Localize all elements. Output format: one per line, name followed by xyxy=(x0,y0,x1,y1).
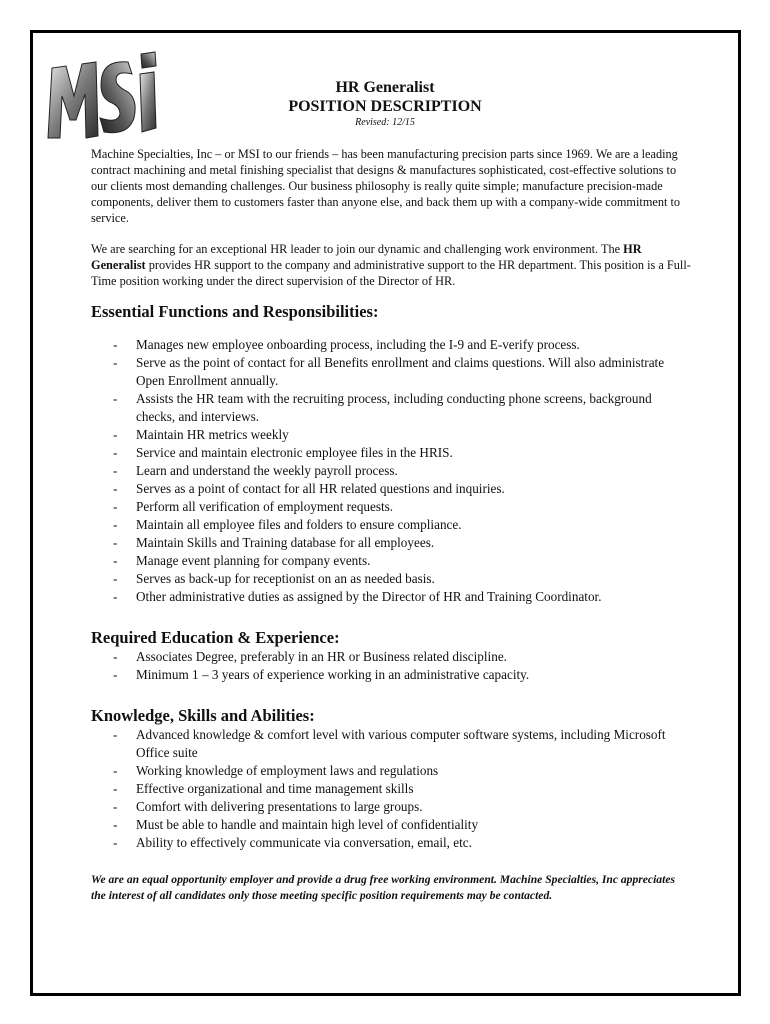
list-item xyxy=(91,390,691,426)
bullet-dash: - xyxy=(113,481,118,496)
list-item xyxy=(91,426,691,444)
list-item xyxy=(91,354,691,390)
revised-date: Revised: 12/15 xyxy=(355,117,415,128)
bullet-dash: - xyxy=(113,589,118,604)
list-item xyxy=(91,816,691,834)
bullet-dash: - xyxy=(113,355,118,370)
list-item-text: Working knowledge of employment laws and regulations xyxy=(136,763,439,778)
bullet-dash: - xyxy=(113,337,118,352)
bullet-dash: - xyxy=(113,499,118,514)
bullet-dash: - xyxy=(113,781,118,796)
list-item xyxy=(91,498,691,516)
summary-role-name: HR Generalist xyxy=(91,242,642,272)
summary-text-start: We are searching for an exceptional HR leader to join our dynamic and challenging work environment. The xyxy=(91,242,624,256)
bullet-dash: - xyxy=(113,463,118,478)
list-item xyxy=(91,570,691,588)
document-subtitle: POSITION DESCRIPTION xyxy=(288,98,482,115)
list-item-text: Other administrative duties as assigned by the Director of HR and Training Coordinator. xyxy=(136,589,602,604)
essential-functions-list xyxy=(91,336,691,606)
list-item-text: Effective organizational and time management skills xyxy=(136,781,414,796)
bullet-dash: - xyxy=(113,391,118,406)
list-item-text: Ability to effectively communicate via conversation, email, etc. xyxy=(136,835,472,850)
list-item xyxy=(91,798,691,816)
essential-functions-heading: Essential Functions and Responsibilities: xyxy=(91,302,379,321)
list-item xyxy=(91,762,691,780)
bullet-dash: - xyxy=(113,727,118,742)
list-item xyxy=(91,666,691,684)
list-item-text: Learn and understand the weekly payroll process. xyxy=(136,463,398,478)
list-item-text: Comfort with delivering presentations to large groups. xyxy=(136,799,423,814)
list-item-text: Minimum 1 – 3 years of experience working in an administrative capacity. xyxy=(136,667,530,682)
list-item xyxy=(91,552,691,570)
position-summary-paragraph xyxy=(91,241,691,289)
bullet-dash: - xyxy=(113,553,118,568)
list-item-text: Advanced knowledge & comfort level with various computer software systems, including Microsoft Office suite xyxy=(136,727,666,760)
list-item xyxy=(91,336,691,354)
bullet-dash: - xyxy=(113,817,118,832)
list-item xyxy=(91,726,691,762)
company-intro-paragraph: Machine Specialties, Inc – or MSI to our friends – has been manufacturing precision parts since 1969. We are a leading contract machining and metal finishing specialist that designs & manufactures sophisticated, cost-effective solutions to our clients most demanding challenges. Our business philosophy is really quite simple; manufacture precision-made components, deliver them to customers faster than anyone else, and back them up with a company-wide commitment to service. xyxy=(91,147,681,225)
bullet-dash: - xyxy=(113,667,118,682)
list-item-text: Associates Degree, preferably in an HR or Business related discipline. xyxy=(136,649,507,664)
list-item xyxy=(91,834,691,852)
list-item-text: Assists the HR team with the recruiting process, including conducting phone screens, background checks, and interviews. xyxy=(136,391,652,424)
list-item xyxy=(91,516,691,534)
bullet-dash: - xyxy=(113,535,118,550)
list-item-text: Serves as back-up for receptionist on an as needed basis. xyxy=(136,571,435,586)
list-item-text: Service and maintain electronic employee files in the HRIS. xyxy=(136,445,453,460)
education-heading: Required Education & Experience: xyxy=(91,628,340,647)
document-body xyxy=(91,146,691,904)
list-item-text: Perform all verification of employment requests. xyxy=(136,499,394,514)
list-item-text: Serves as a point of contact for all HR related questions and inquiries. xyxy=(136,481,505,496)
bullet-dash: - xyxy=(113,649,118,664)
bullet-dash: - xyxy=(113,571,118,586)
knowledge-skills-heading: Knowledge, Skills and Abilities: xyxy=(91,706,315,725)
bullet-dash: - xyxy=(113,763,118,778)
list-item-text: Maintain all employee files and folders to ensure compliance. xyxy=(136,517,462,532)
list-item-text: Manage event planning for company events. xyxy=(136,553,371,568)
bullet-dash: - xyxy=(113,799,118,814)
bullet-dash: - xyxy=(113,835,118,850)
education-list xyxy=(91,648,691,684)
list-item-text: Serve as the point of contact for all Benefits enrollment and claims questions. Will also administrate Open Enrollment annually. xyxy=(136,355,665,388)
bullet-dash: - xyxy=(113,445,118,460)
list-item xyxy=(91,480,691,498)
equal-opportunity-note: We are an equal opportunity employer and provide a drug free working environment. Machine Specialties, Inc appreciates the interest of all candidates only those meeting specific position requirements may be contacted. xyxy=(91,873,675,902)
list-item-text: Maintain HR metrics weekly xyxy=(136,427,289,442)
summary-text-end: provides HR support to the company and administrative support to the HR department. This position is a Full-Time position working under the direct supervision of the Director of HR. xyxy=(91,258,691,288)
list-item-text: Manages new employee onboarding process, including the I-9 and E-verify process. xyxy=(136,337,580,352)
list-item-text: Must be able to handle and maintain high level of confidentiality xyxy=(136,817,479,832)
bullet-dash: - xyxy=(113,517,118,532)
bullet-dash: - xyxy=(113,427,118,442)
list-item-text: Maintain Skills and Training database for all employees. xyxy=(136,535,435,550)
list-item xyxy=(91,444,691,462)
list-item xyxy=(91,534,691,552)
list-item xyxy=(91,588,691,606)
job-title: HR Generalist xyxy=(335,79,435,96)
list-item xyxy=(91,780,691,798)
list-item xyxy=(91,462,691,480)
document-header xyxy=(0,78,770,130)
knowledge-skills-list xyxy=(91,726,691,852)
list-item xyxy=(91,648,691,666)
